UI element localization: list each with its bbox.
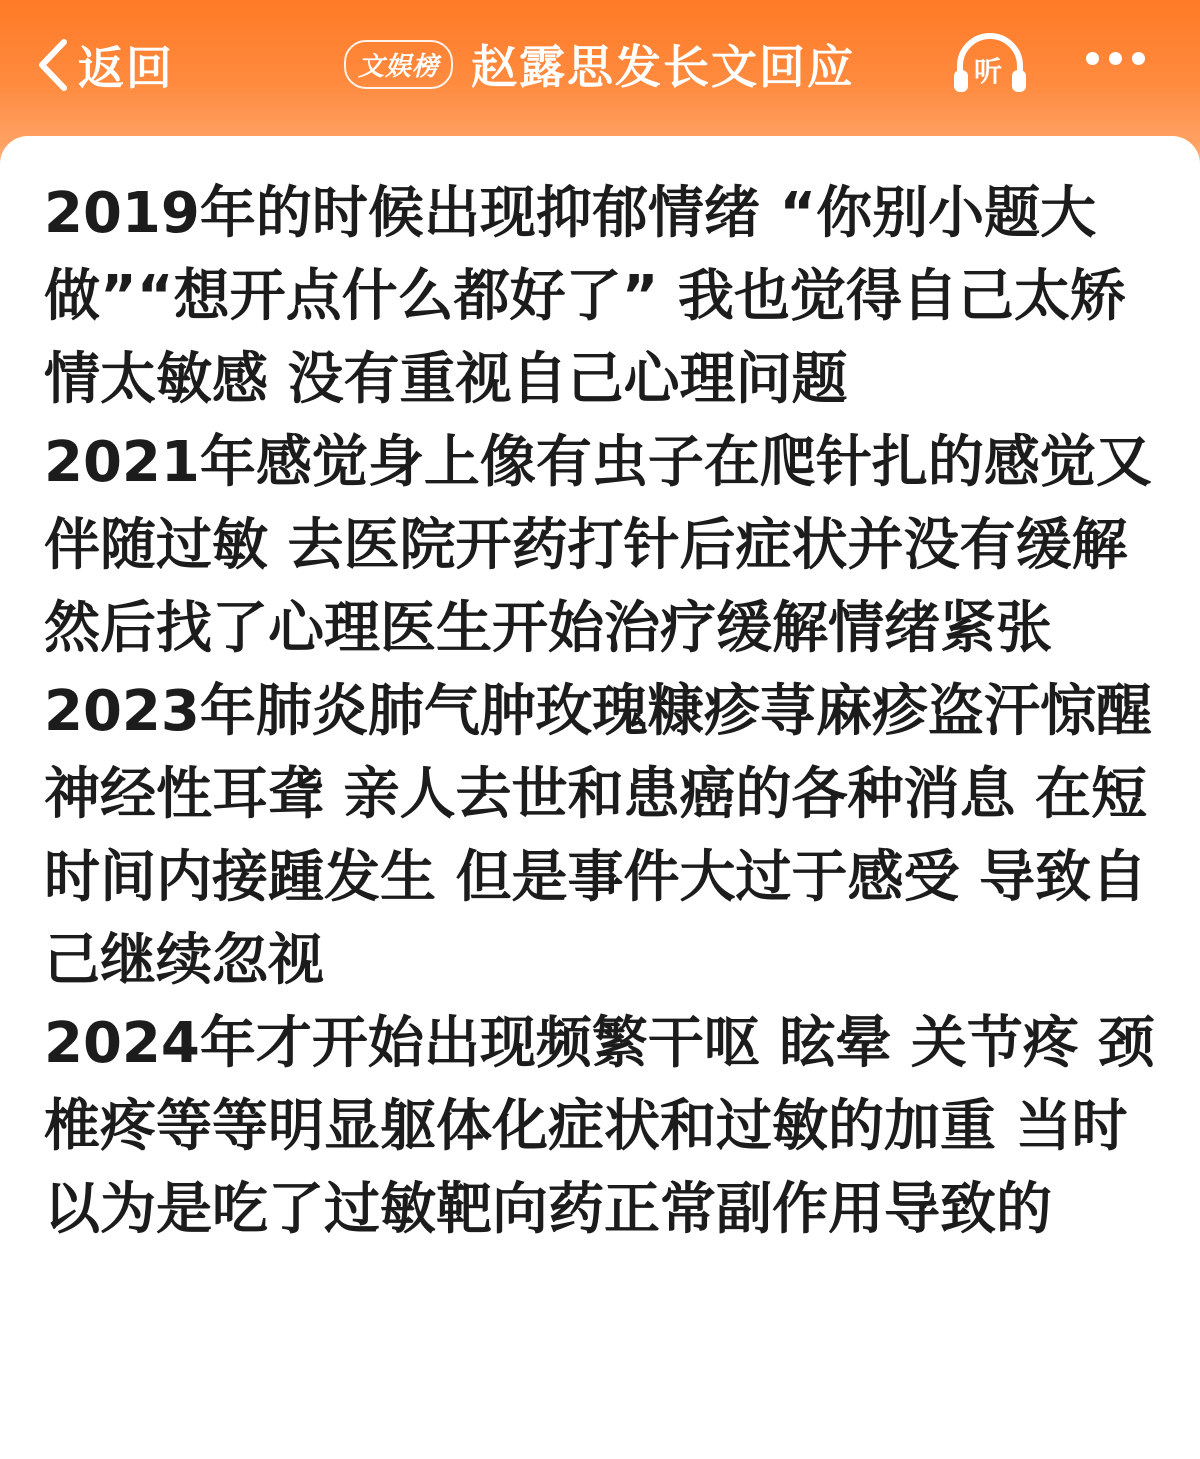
more-dots-icon: [1086, 52, 1099, 65]
article-paragraph: 2024年才开始出现频繁干呕 眩晕 关节疼 颈椎疼等等明显躯体化症状和过敏的加重 当时以为是吃了过敏靶向药正常副作用导致的: [44, 1011, 1155, 1242]
article-paragraph: 2021年感觉身上像有虫子在爬针扎的感觉又伴随过敏 去医院开药打针后症状并没有缓解 然后找了心理医生开始治疗缓解情绪紧张: [44, 430, 1152, 661]
listen-label: 听: [974, 55, 1003, 88]
more-dots-icon: [1132, 52, 1145, 65]
page-title: 赵露思发长文回应: [471, 40, 856, 94]
listen-button[interactable]: [950, 32, 1030, 96]
top-bar: [0, 0, 1200, 140]
more-dots-icon: [1109, 52, 1122, 65]
more-button[interactable]: [1086, 52, 1145, 65]
category-badge: 文娱榜: [344, 40, 453, 89]
back-button[interactable]: [36, 30, 174, 100]
article-paragraph: 2019年的时候出现抑郁情绪 “你别小题大做”“想开点什么都好了” 我也觉得自己太矫情太敏感 没有重视自己心理问题: [44, 181, 1126, 412]
page-title-group: [344, 28, 855, 100]
article-paragraph: 2023年肺炎肺气肿玫瑰糠疹荨麻疹盗汗惊醒神经性耳聋 亲人去世和患癌的各种消息 在短时间内接踵发生 但是事件大过于感受 导致自己继续忽视: [44, 679, 1152, 993]
article-body: [44, 172, 1164, 1251]
chevron-left-icon: [36, 36, 70, 94]
back-label: 返回: [78, 41, 174, 95]
